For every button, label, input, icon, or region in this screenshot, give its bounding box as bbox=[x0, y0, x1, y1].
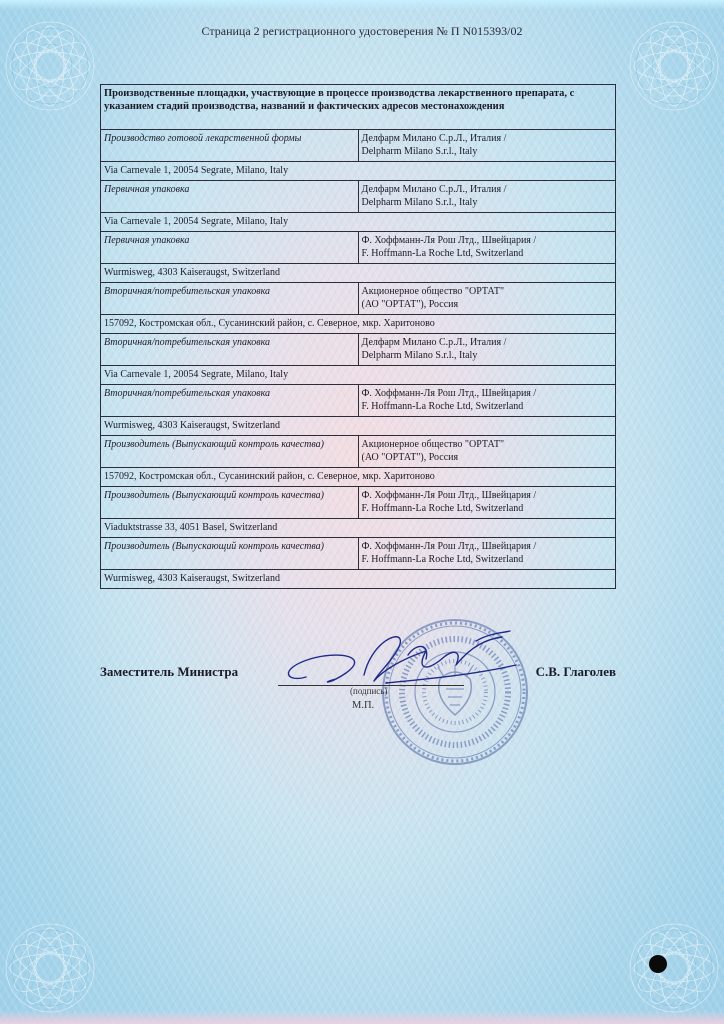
signatory-title: Заместитель Министра bbox=[100, 664, 239, 679]
site-address: Wurmisweg, 4303 Kaiseraugst, Switzerland bbox=[101, 264, 616, 283]
address-row bbox=[101, 570, 616, 589]
organization-name-ru: Делфарм Милано С.р.Л., Италия / bbox=[361, 337, 507, 348]
production-stage: Производитель (Выпускающий контроль качества) bbox=[101, 487, 359, 519]
production-stage: Производство готовой лекарственной формы bbox=[101, 130, 359, 162]
site-address: 157092, Костромская обл., Сусанинский район, с. Северное, мкр. Харитоново bbox=[101, 315, 616, 334]
site-address: Via Carnevale 1, 20054 Segrate, Milano, Italy bbox=[101, 366, 616, 385]
table-heading: Производственные площадки, участвующие в процессе производства лекарственного препарата, с указанием стадий производства, названий и фактических адресов местонахождения bbox=[101, 85, 616, 130]
site-address: Wurmisweg, 4303 Kaiseraugst, Switzerland bbox=[101, 570, 616, 589]
signature-block bbox=[100, 655, 616, 735]
production-stage: Производитель (Выпускающий контроль качества) bbox=[101, 436, 359, 468]
address-row bbox=[101, 468, 616, 487]
site-address: Via Carnevale 1, 20054 Segrate, Milano, Italy bbox=[101, 162, 616, 181]
production-stage: Вторичная/потребительская упаковка bbox=[101, 283, 359, 315]
organization bbox=[358, 181, 616, 213]
site-row bbox=[101, 232, 616, 264]
site-row bbox=[101, 334, 616, 366]
site-row bbox=[101, 181, 616, 213]
organization-name-ru: Ф. Хоффманн-Ля Рош Лтд., Швейцария / bbox=[361, 541, 537, 552]
organization-name-ru: Делфарм Милано С.р.Л., Италия / bbox=[361, 133, 507, 144]
address-row bbox=[101, 162, 616, 181]
organization-name-ru: Ф. Хоффманн-Ля Рош Лтд., Швейцария / bbox=[361, 490, 537, 501]
production-stage: Первичная упаковка bbox=[101, 181, 359, 213]
organization-name-ru: Делфарм Милано С.р.Л., Италия / bbox=[361, 184, 507, 195]
production-stage: Вторичная/потребительская упаковка bbox=[101, 334, 359, 366]
organization-name-en: F. Hoffmann-La Roche Ltd, Switzerland bbox=[361, 503, 524, 514]
site-address: Via Carnevale 1, 20054 Segrate, Milano, Italy bbox=[101, 213, 616, 232]
organization-name-en: F. Hoffmann-La Roche Ltd, Switzerland bbox=[361, 554, 524, 565]
organization-name-ru: Ф. Хоффманн-Ля Рош Лтд., Швейцария / bbox=[361, 235, 537, 246]
site-row bbox=[101, 385, 616, 417]
organization-name-en: F. Hoffmann-La Roche Ltd, Switzerland bbox=[361, 248, 524, 259]
address-row bbox=[101, 315, 616, 334]
site-row bbox=[101, 130, 616, 162]
organization-name-en: (АО "ОРТАТ"), Россия bbox=[361, 299, 459, 310]
bottom-edge-border bbox=[0, 1010, 724, 1024]
site-address: Viaduktstrasse 33, 4051 Basel, Switzerland bbox=[101, 519, 616, 538]
organization-name-en: Delpharm Milano S.r.l., Italy bbox=[361, 146, 478, 157]
punch-hole bbox=[649, 955, 667, 973]
address-row bbox=[101, 417, 616, 436]
organization-name-en: Delpharm Milano S.r.l., Italy bbox=[361, 350, 478, 361]
address-row bbox=[101, 264, 616, 283]
organization bbox=[358, 487, 616, 519]
production-sites-table bbox=[100, 84, 616, 589]
production-stage: Первичная упаковка bbox=[101, 232, 359, 264]
organization-name-en: (АО "ОРТАТ"), Россия bbox=[361, 452, 459, 463]
corner-rosette-ornament bbox=[2, 920, 98, 1016]
table-heading-row bbox=[101, 85, 616, 130]
address-row bbox=[101, 366, 616, 385]
organization bbox=[358, 130, 616, 162]
corner-rosette-ornament bbox=[626, 920, 722, 1016]
production-stage: Производитель (Выпускающий контроль качества) bbox=[101, 538, 359, 570]
address-row bbox=[101, 213, 616, 232]
site-address: Wurmisweg, 4303 Kaiseraugst, Switzerland bbox=[101, 417, 616, 436]
official-seal-stamp bbox=[380, 617, 530, 767]
site-row bbox=[101, 436, 616, 468]
signatory-name: С.В. Глаголев bbox=[535, 664, 616, 679]
production-stage: Вторичная/потребительская упаковка bbox=[101, 385, 359, 417]
organization-name-ru: Акционерное общество "ОРТАТ" bbox=[361, 439, 505, 450]
organization bbox=[358, 538, 616, 570]
organization bbox=[358, 334, 616, 366]
organization-name-en: F. Hoffmann-La Roche Ltd, Switzerland bbox=[361, 401, 524, 412]
site-address: 157092, Костромская обл., Сусанинский район, с. Северное, мкр. Харитоново bbox=[101, 468, 616, 487]
page-header: Страница 2 регистрационного удостоверения № П N015393/02 bbox=[201, 24, 523, 38]
seal-label: М.П. bbox=[352, 700, 375, 711]
top-edge-border bbox=[0, 0, 724, 10]
organization bbox=[358, 385, 616, 417]
organization bbox=[358, 283, 616, 315]
organization bbox=[358, 232, 616, 264]
site-row bbox=[101, 487, 616, 519]
site-row bbox=[101, 538, 616, 570]
signature-caption: (подпись) bbox=[350, 686, 388, 696]
organization-name-ru: Ф. Хоффманн-Ля Рош Лтд., Швейцария / bbox=[361, 388, 537, 399]
organization bbox=[358, 436, 616, 468]
address-row bbox=[101, 519, 616, 538]
organization-name-ru: Акционерное общество "ОРТАТ" bbox=[361, 286, 505, 297]
site-row bbox=[101, 283, 616, 315]
organization-name-en: Delpharm Milano S.r.l., Italy bbox=[361, 197, 478, 208]
